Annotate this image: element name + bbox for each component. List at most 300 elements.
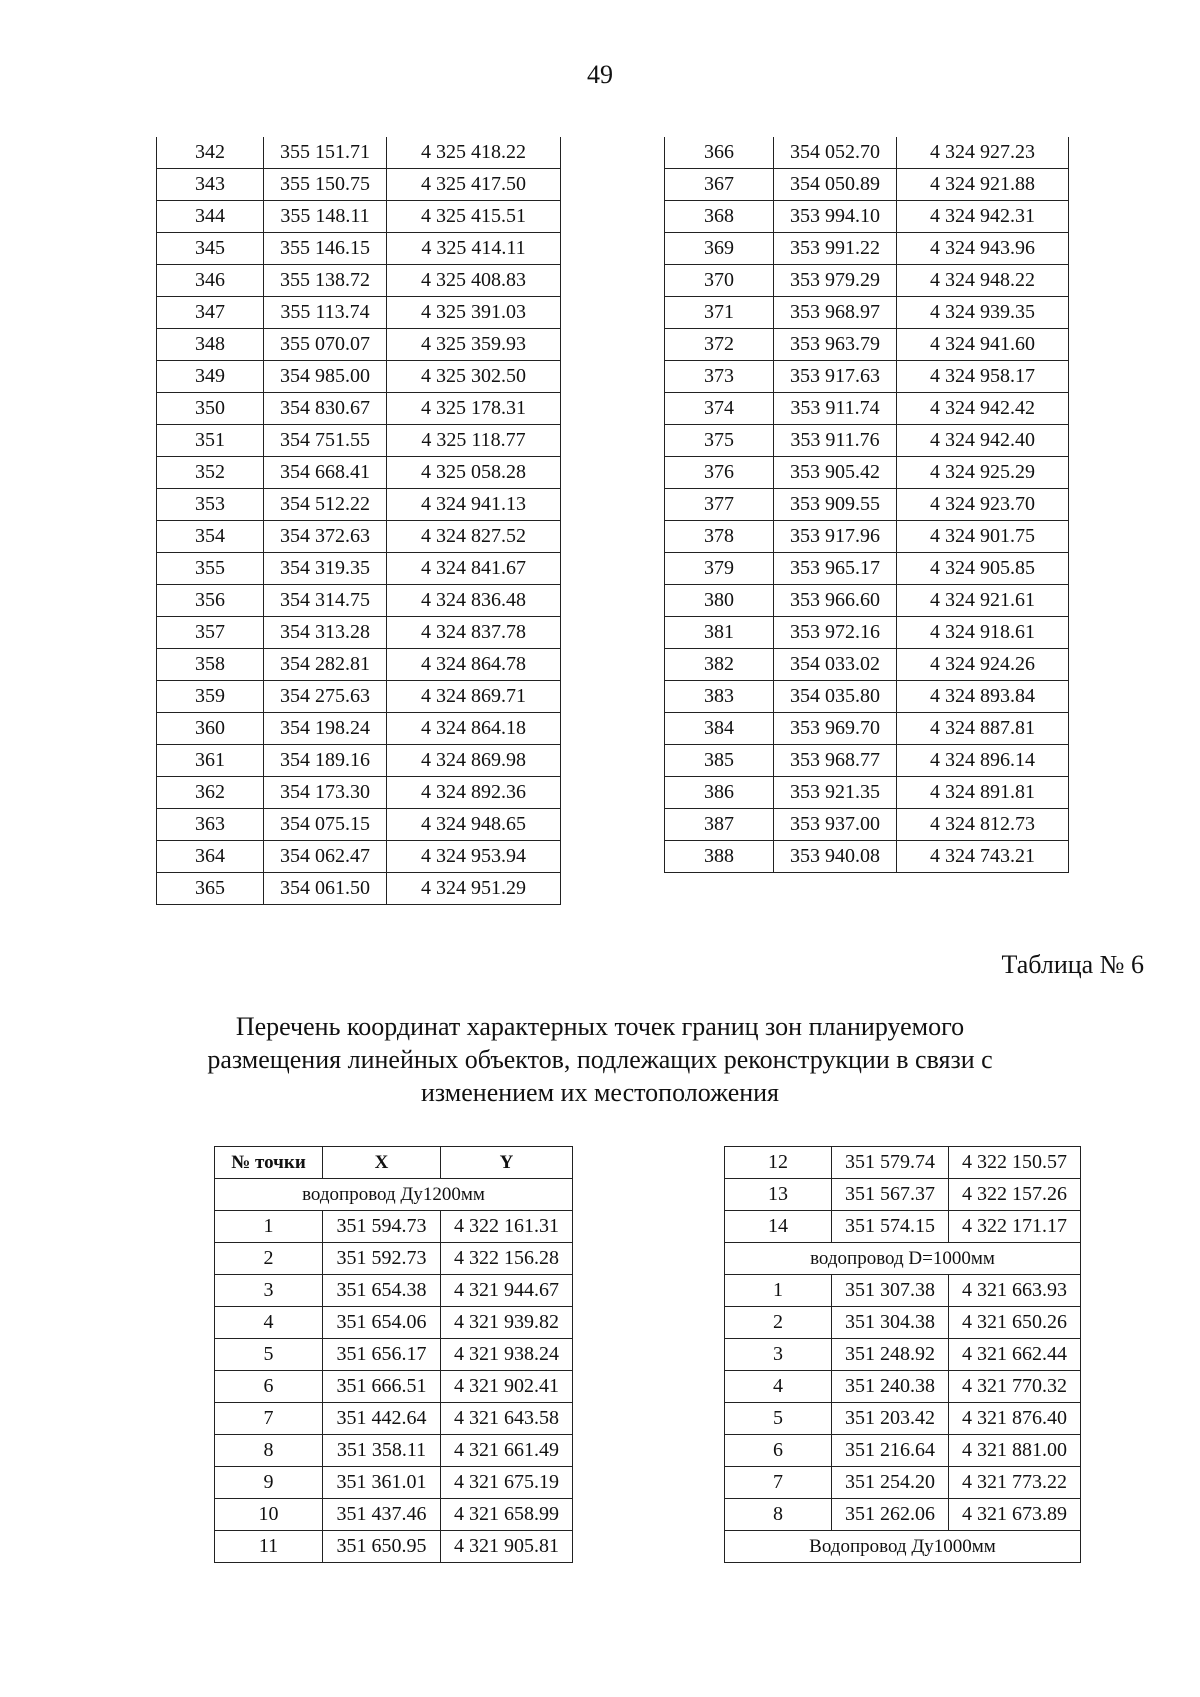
y-coordinate-cell: 4 324 887.81 <box>897 713 1069 745</box>
y-coordinate-cell: 4 321 662.44 <box>949 1339 1081 1371</box>
point-number-cell: 381 <box>665 617 774 649</box>
table-row <box>665 425 1069 457</box>
x-coordinate-cell: 353 909.55 <box>774 489 897 521</box>
table-row <box>665 265 1069 297</box>
point-number-cell: 3 <box>725 1339 832 1371</box>
point-number-cell: 374 <box>665 393 774 425</box>
x-coordinate-cell: 354 512.22 <box>264 489 387 521</box>
section-heading-cell: Водопровод Ду1000мм <box>725 1531 1081 1563</box>
y-coordinate-cell: 4 322 171.17 <box>949 1211 1081 1243</box>
point-number-cell: 4 <box>215 1307 323 1339</box>
page-number: 49 <box>587 60 613 89</box>
table-number-label: Таблица № 6 <box>1001 950 1144 979</box>
y-coordinate-cell: 4 321 905.81 <box>441 1531 573 1563</box>
table-row <box>157 329 561 361</box>
x-coordinate-cell: 351 574.15 <box>832 1211 949 1243</box>
point-number-cell: 365 <box>157 873 264 905</box>
table-row <box>157 873 561 905</box>
table-row <box>157 297 561 329</box>
y-coordinate-cell: 4 324 925.29 <box>897 457 1069 489</box>
point-number-cell: 366 <box>665 137 774 169</box>
table-row <box>725 1211 1081 1243</box>
y-coordinate-cell: 4 325 408.83 <box>387 265 561 297</box>
table-row <box>665 361 1069 393</box>
section-heading-cell: водопровод Ду1200мм <box>215 1179 573 1211</box>
y-coordinate-cell: 4 324 942.31 <box>897 201 1069 233</box>
point-number-cell: 8 <box>725 1499 832 1531</box>
x-coordinate-cell: 351 358.11 <box>323 1435 441 1467</box>
x-coordinate-cell: 351 437.46 <box>323 1499 441 1531</box>
table-row <box>215 1467 573 1499</box>
table-row <box>665 137 1069 169</box>
y-coordinate-cell: 4 321 661.49 <box>441 1435 573 1467</box>
table-row <box>157 201 561 233</box>
y-coordinate-cell: 4 324 827.52 <box>387 521 561 553</box>
point-number-cell: 385 <box>665 745 774 777</box>
y-coordinate-cell: 4 325 058.28 <box>387 457 561 489</box>
x-coordinate-cell: 354 033.02 <box>774 649 897 681</box>
table-row <box>215 1243 573 1275</box>
point-number-cell: 1 <box>725 1275 832 1307</box>
point-number-cell: 342 <box>157 137 264 169</box>
point-number-cell: 357 <box>157 617 264 649</box>
y-coordinate-cell: 4 322 161.31 <box>441 1211 573 1243</box>
x-coordinate-cell: 353 905.42 <box>774 457 897 489</box>
table-row <box>157 649 561 681</box>
point-number-cell: 367 <box>665 169 774 201</box>
x-coordinate-cell: 354 751.55 <box>264 425 387 457</box>
point-number-cell: 378 <box>665 521 774 553</box>
table-row <box>157 393 561 425</box>
point-number-cell: 354 <box>157 521 264 553</box>
point-number-cell: 379 <box>665 553 774 585</box>
header-row <box>215 1147 573 1179</box>
table-row <box>665 809 1069 841</box>
table-title-line: изменением их местоположения <box>420 1078 780 1107</box>
point-number-cell: 356 <box>157 585 264 617</box>
table-body <box>157 137 561 905</box>
table-row <box>665 233 1069 265</box>
table-row <box>157 617 561 649</box>
x-coordinate-cell: 355 113.74 <box>264 297 387 329</box>
y-coordinate-cell: 4 324 941.13 <box>387 489 561 521</box>
table-row <box>215 1531 573 1563</box>
table-row <box>665 745 1069 777</box>
y-coordinate-cell: 4 324 901.75 <box>897 521 1069 553</box>
x-coordinate-cell: 353 917.96 <box>774 521 897 553</box>
x-coordinate-cell: 353 972.16 <box>774 617 897 649</box>
y-coordinate-cell: 4 324 918.61 <box>897 617 1069 649</box>
y-coordinate-cell: 4 321 675.19 <box>441 1467 573 1499</box>
x-coordinate-cell: 353 937.00 <box>774 809 897 841</box>
x-coordinate-cell: 351 579.74 <box>832 1147 949 1179</box>
y-coordinate-cell: 4 324 942.42 <box>897 393 1069 425</box>
x-coordinate-cell: 355 146.15 <box>264 233 387 265</box>
x-coordinate-cell: 353 911.76 <box>774 425 897 457</box>
y-coordinate-cell: 4 325 302.50 <box>387 361 561 393</box>
x-coordinate-cell: 351 262.06 <box>832 1499 949 1531</box>
x-coordinate-cell: 354 372.63 <box>264 521 387 553</box>
table-row <box>725 1467 1081 1499</box>
x-coordinate-cell: 354 314.75 <box>264 585 387 617</box>
point-number-cell: 380 <box>665 585 774 617</box>
section-row <box>215 1179 573 1211</box>
table-row <box>725 1339 1081 1371</box>
point-number-cell: 14 <box>725 1211 832 1243</box>
section-row <box>725 1243 1081 1275</box>
table-row <box>157 521 561 553</box>
table-row <box>665 169 1069 201</box>
point-number-cell: 7 <box>725 1467 832 1499</box>
table-row <box>215 1307 573 1339</box>
x-coordinate-cell: 353 968.97 <box>774 297 897 329</box>
section-row <box>725 1531 1081 1563</box>
point-number-cell: 347 <box>157 297 264 329</box>
y-coordinate-cell: 4 324 869.98 <box>387 745 561 777</box>
table-row <box>725 1275 1081 1307</box>
x-coordinate-cell: 351 650.95 <box>323 1531 441 1563</box>
y-coordinate-cell: 4 324 836.48 <box>387 585 561 617</box>
point-number-cell: 5 <box>725 1403 832 1435</box>
y-coordinate-cell: 4 325 418.22 <box>387 137 561 169</box>
y-coordinate-cell: 4 322 150.57 <box>949 1147 1081 1179</box>
table-row <box>157 713 561 745</box>
point-number-cell: 8 <box>215 1435 323 1467</box>
point-number-cell: 6 <box>215 1371 323 1403</box>
point-number-cell: 1 <box>215 1211 323 1243</box>
x-coordinate-cell: 351 248.92 <box>832 1339 949 1371</box>
table-row <box>665 841 1069 873</box>
point-number-cell: 376 <box>665 457 774 489</box>
y-coordinate-cell: 4 324 837.78 <box>387 617 561 649</box>
y-coordinate-cell: 4 322 156.28 <box>441 1243 573 1275</box>
y-coordinate-cell: 4 324 941.60 <box>897 329 1069 361</box>
y-coordinate-cell: 4 324 927.23 <box>897 137 1069 169</box>
point-number-cell: 368 <box>665 201 774 233</box>
table-row <box>665 393 1069 425</box>
x-coordinate-cell: 355 148.11 <box>264 201 387 233</box>
x-coordinate-cell: 351 656.17 <box>323 1339 441 1371</box>
x-coordinate-cell: 351 254.20 <box>832 1467 949 1499</box>
table-row <box>665 297 1069 329</box>
table-row <box>157 681 561 713</box>
y-coordinate-cell: 4 324 939.35 <box>897 297 1069 329</box>
x-coordinate-cell: 354 075.15 <box>264 809 387 841</box>
column-header-x: X <box>323 1147 441 1179</box>
point-number-cell: 370 <box>665 265 774 297</box>
y-coordinate-cell: 4 324 942.40 <box>897 425 1069 457</box>
table-row <box>215 1275 573 1307</box>
point-number-cell: 9 <box>215 1467 323 1499</box>
point-number-cell: 2 <box>725 1307 832 1339</box>
x-coordinate-cell: 353 940.08 <box>774 841 897 873</box>
point-number-cell: 4 <box>725 1371 832 1403</box>
table-row <box>665 553 1069 585</box>
x-coordinate-cell: 351 442.64 <box>323 1403 441 1435</box>
table-row <box>157 169 561 201</box>
point-number-cell: 10 <box>215 1499 323 1531</box>
x-coordinate-cell: 354 830.67 <box>264 393 387 425</box>
table-title-line: Перечень координат характерных точек границ зон планируемого <box>235 1012 965 1041</box>
y-coordinate-cell: 4 324 812.73 <box>897 809 1069 841</box>
y-coordinate-cell: 4 324 869.71 <box>387 681 561 713</box>
x-coordinate-cell: 354 198.24 <box>264 713 387 745</box>
y-coordinate-cell: 4 324 953.94 <box>387 841 561 873</box>
point-number-cell: 375 <box>665 425 774 457</box>
point-number-cell: 348 <box>157 329 264 361</box>
y-coordinate-cell: 4 324 864.78 <box>387 649 561 681</box>
table-row <box>665 521 1069 553</box>
y-coordinate-cell: 4 324 943.96 <box>897 233 1069 265</box>
table-row <box>215 1339 573 1371</box>
table-row <box>725 1403 1081 1435</box>
y-coordinate-cell: 4 321 658.99 <box>441 1499 573 1531</box>
point-number-cell: 364 <box>157 841 264 873</box>
x-coordinate-cell: 353 969.70 <box>774 713 897 745</box>
x-coordinate-cell: 354 985.00 <box>264 361 387 393</box>
table-row <box>215 1435 573 1467</box>
table-body <box>665 137 1069 873</box>
point-number-cell: 6 <box>725 1435 832 1467</box>
x-coordinate-cell: 354 052.70 <box>774 137 897 169</box>
table-row <box>157 585 561 617</box>
y-coordinate-cell: 4 324 948.65 <box>387 809 561 841</box>
y-coordinate-cell: 4 325 178.31 <box>387 393 561 425</box>
point-number-cell: 353 <box>157 489 264 521</box>
y-coordinate-cell: 4 324 958.17 <box>897 361 1069 393</box>
point-number-cell: 13 <box>725 1179 832 1211</box>
x-coordinate-cell: 351 594.73 <box>323 1211 441 1243</box>
point-number-cell: 351 <box>157 425 264 457</box>
table-row <box>157 745 561 777</box>
y-coordinate-cell: 4 325 118.77 <box>387 425 561 457</box>
table-row <box>157 777 561 809</box>
point-number-cell: 387 <box>665 809 774 841</box>
table-row <box>665 617 1069 649</box>
point-number-cell: 361 <box>157 745 264 777</box>
table-row <box>665 457 1069 489</box>
x-coordinate-cell: 351 361.01 <box>323 1467 441 1499</box>
table-row <box>157 553 561 585</box>
point-number-cell: 371 <box>665 297 774 329</box>
point-number-cell: 382 <box>665 649 774 681</box>
point-number-cell: 388 <box>665 841 774 873</box>
point-number-cell: 355 <box>157 553 264 585</box>
point-number-cell: 3 <box>215 1275 323 1307</box>
y-coordinate-cell: 4 324 951.29 <box>387 873 561 905</box>
coordinates-table-continued-left <box>156 137 561 905</box>
table-row <box>157 809 561 841</box>
table-body <box>215 1179 573 1563</box>
x-coordinate-cell: 353 994.10 <box>774 201 897 233</box>
x-coordinate-cell: 351 654.38 <box>323 1275 441 1307</box>
table-row <box>665 713 1069 745</box>
x-coordinate-cell: 351 216.64 <box>832 1435 949 1467</box>
x-coordinate-cell: 353 921.35 <box>774 777 897 809</box>
y-coordinate-cell: 4 324 896.14 <box>897 745 1069 777</box>
x-coordinate-cell: 354 061.50 <box>264 873 387 905</box>
x-coordinate-cell: 353 911.74 <box>774 393 897 425</box>
x-coordinate-cell: 351 307.38 <box>832 1275 949 1307</box>
point-number-cell: 12 <box>725 1147 832 1179</box>
table-row <box>725 1147 1081 1179</box>
table-row <box>157 425 561 457</box>
point-number-cell: 346 <box>157 265 264 297</box>
point-number-cell: 2 <box>215 1243 323 1275</box>
point-number-cell: 345 <box>157 233 264 265</box>
table-row <box>725 1499 1081 1531</box>
x-coordinate-cell: 354 275.63 <box>264 681 387 713</box>
table-row <box>215 1211 573 1243</box>
x-coordinate-cell: 353 966.60 <box>774 585 897 617</box>
table-row <box>665 681 1069 713</box>
x-coordinate-cell: 355 151.71 <box>264 137 387 169</box>
x-coordinate-cell: 351 567.37 <box>832 1179 949 1211</box>
y-coordinate-cell: 4 321 876.40 <box>949 1403 1081 1435</box>
point-number-cell: 383 <box>665 681 774 713</box>
table-row <box>665 201 1069 233</box>
x-coordinate-cell: 355 138.72 <box>264 265 387 297</box>
table-row <box>157 137 561 169</box>
point-number-cell: 349 <box>157 361 264 393</box>
table-row <box>725 1371 1081 1403</box>
point-number-cell: 360 <box>157 713 264 745</box>
point-number-cell: 343 <box>157 169 264 201</box>
table-row <box>157 233 561 265</box>
x-coordinate-cell: 353 979.29 <box>774 265 897 297</box>
column-header-point: № точки <box>215 1147 323 1179</box>
y-coordinate-cell: 4 324 921.88 <box>897 169 1069 201</box>
point-number-cell: 5 <box>215 1339 323 1371</box>
y-coordinate-cell: 4 321 650.26 <box>949 1307 1081 1339</box>
table-row <box>157 841 561 873</box>
point-number-cell: 344 <box>157 201 264 233</box>
coordinates-table-6-right <box>724 1146 1081 1563</box>
y-coordinate-cell: 4 321 673.89 <box>949 1499 1081 1531</box>
x-coordinate-cell: 354 668.41 <box>264 457 387 489</box>
table-body <box>725 1147 1081 1563</box>
x-coordinate-cell: 351 654.06 <box>323 1307 441 1339</box>
table-title <box>150 1010 1050 1109</box>
x-coordinate-cell: 353 968.77 <box>774 745 897 777</box>
coordinates-table-6-left <box>214 1146 573 1563</box>
x-coordinate-cell: 353 917.63 <box>774 361 897 393</box>
y-coordinate-cell: 4 324 924.26 <box>897 649 1069 681</box>
y-coordinate-cell: 4 321 770.32 <box>949 1371 1081 1403</box>
point-number-cell: 362 <box>157 777 264 809</box>
x-coordinate-cell: 353 963.79 <box>774 329 897 361</box>
y-coordinate-cell: 4 321 944.67 <box>441 1275 573 1307</box>
point-number-cell: 352 <box>157 457 264 489</box>
y-coordinate-cell: 4 325 391.03 <box>387 297 561 329</box>
table-row <box>725 1179 1081 1211</box>
point-number-cell: 363 <box>157 809 264 841</box>
table-row <box>665 329 1069 361</box>
x-coordinate-cell: 351 203.42 <box>832 1403 949 1435</box>
y-coordinate-cell: 4 324 892.36 <box>387 777 561 809</box>
y-coordinate-cell: 4 324 923.70 <box>897 489 1069 521</box>
point-number-cell: 369 <box>665 233 774 265</box>
table-row <box>215 1499 573 1531</box>
x-coordinate-cell: 354 319.35 <box>264 553 387 585</box>
y-coordinate-cell: 4 325 359.93 <box>387 329 561 361</box>
y-coordinate-cell: 4 324 864.18 <box>387 713 561 745</box>
y-coordinate-cell: 4 321 902.41 <box>441 1371 573 1403</box>
x-coordinate-cell: 354 035.80 <box>774 681 897 713</box>
x-coordinate-cell: 351 240.38 <box>832 1371 949 1403</box>
point-number-cell: 386 <box>665 777 774 809</box>
x-coordinate-cell: 351 666.51 <box>323 1371 441 1403</box>
y-coordinate-cell: 4 321 663.93 <box>949 1275 1081 1307</box>
x-coordinate-cell: 353 965.17 <box>774 553 897 585</box>
y-coordinate-cell: 4 321 881.00 <box>949 1435 1081 1467</box>
y-coordinate-cell: 4 324 743.21 <box>897 841 1069 873</box>
table-row <box>157 361 561 393</box>
table-row <box>665 489 1069 521</box>
table-row <box>157 457 561 489</box>
column-header-y: Y <box>441 1147 573 1179</box>
point-number-cell: 373 <box>665 361 774 393</box>
table-row <box>725 1307 1081 1339</box>
point-number-cell: 359 <box>157 681 264 713</box>
x-coordinate-cell: 354 313.28 <box>264 617 387 649</box>
x-coordinate-cell: 354 062.47 <box>264 841 387 873</box>
table-title-line: размещения линейных объектов, подлежащих реконструкции в связи с <box>207 1045 993 1074</box>
coordinates-table-continued-right <box>664 137 1069 873</box>
point-number-cell: 358 <box>157 649 264 681</box>
y-coordinate-cell: 4 325 414.11 <box>387 233 561 265</box>
point-number-cell: 350 <box>157 393 264 425</box>
y-coordinate-cell: 4 321 938.24 <box>441 1339 573 1371</box>
x-coordinate-cell: 355 070.07 <box>264 329 387 361</box>
point-number-cell: 372 <box>665 329 774 361</box>
y-coordinate-cell: 4 322 157.26 <box>949 1179 1081 1211</box>
table-row <box>215 1371 573 1403</box>
x-coordinate-cell: 354 173.30 <box>264 777 387 809</box>
y-coordinate-cell: 4 321 643.58 <box>441 1403 573 1435</box>
table-row <box>665 585 1069 617</box>
y-coordinate-cell: 4 321 939.82 <box>441 1307 573 1339</box>
x-coordinate-cell: 351 304.38 <box>832 1307 949 1339</box>
x-coordinate-cell: 351 592.73 <box>323 1243 441 1275</box>
x-coordinate-cell: 353 991.22 <box>774 233 897 265</box>
point-number-cell: 11 <box>215 1531 323 1563</box>
table-row <box>725 1435 1081 1467</box>
y-coordinate-cell: 4 324 921.61 <box>897 585 1069 617</box>
y-coordinate-cell: 4 325 415.51 <box>387 201 561 233</box>
y-coordinate-cell: 4 324 948.22 <box>897 265 1069 297</box>
y-coordinate-cell: 4 324 841.67 <box>387 553 561 585</box>
y-coordinate-cell: 4 324 905.85 <box>897 553 1069 585</box>
table-row <box>157 489 561 521</box>
table-row <box>215 1403 573 1435</box>
y-coordinate-cell: 4 325 417.50 <box>387 169 561 201</box>
y-coordinate-cell: 4 321 773.22 <box>949 1467 1081 1499</box>
x-coordinate-cell: 355 150.75 <box>264 169 387 201</box>
y-coordinate-cell: 4 324 893.84 <box>897 681 1069 713</box>
point-number-cell: 384 <box>665 713 774 745</box>
point-number-cell: 7 <box>215 1403 323 1435</box>
table-row <box>157 265 561 297</box>
table-row <box>665 649 1069 681</box>
x-coordinate-cell: 354 282.81 <box>264 649 387 681</box>
x-coordinate-cell: 354 189.16 <box>264 745 387 777</box>
point-number-cell: 377 <box>665 489 774 521</box>
section-heading-cell: водопровод D=1000мм <box>725 1243 1081 1275</box>
y-coordinate-cell: 4 324 891.81 <box>897 777 1069 809</box>
table-row <box>665 777 1069 809</box>
x-coordinate-cell: 354 050.89 <box>774 169 897 201</box>
